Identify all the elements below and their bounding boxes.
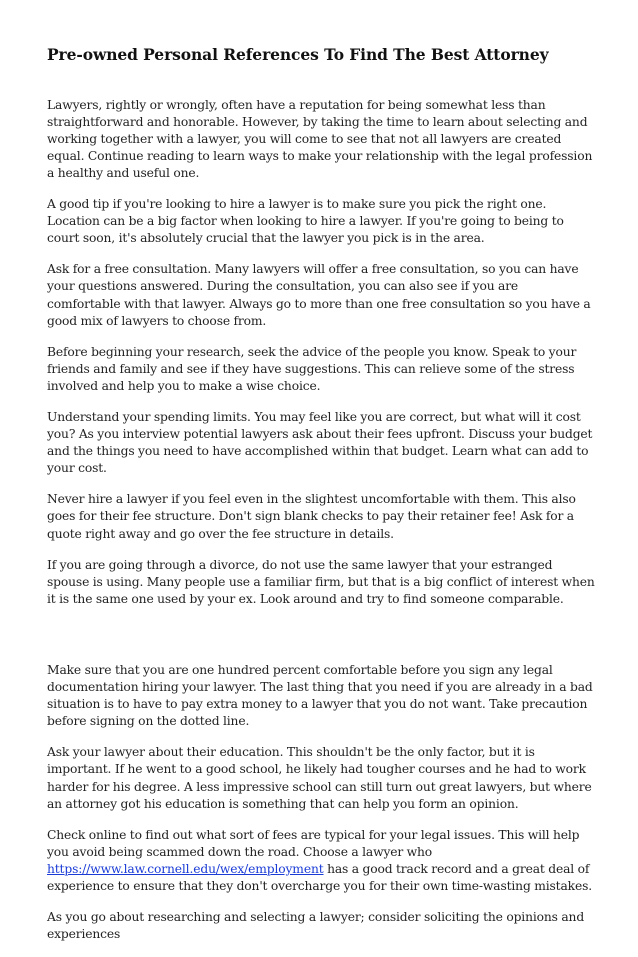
paragraph-free-consultation: Ask for a free consultation. Many lawyers will offer a free consultation, so you can have your questions answered. During the consultation, you can also see if you are comfortable with that lawyer. Always go to more than one free consultation so you have a good mix of lawyers to choose from. [47,262,591,328]
link-paragraph-after: has a good track record and a great deal of experience to ensure that they don't overcharge you for their own time-wasting mistakes. [47,861,593,893]
paragraph-fees-online [47,827,595,895]
document-title: Pre-owned Personal References To Find The Best Attorney [47,45,549,64]
employment-law-link[interactable]: https://www.law.cornell.edu/wex/employment [47,861,324,876]
link-paragraph-before: Check online to find out what sort of fees are typical for your legal issues. This will help you avoid being scammed down the road. Choose a lawyer who [47,827,580,859]
paragraph-gap [47,622,595,662]
paragraph-comfortable-signing: Make sure that you are one hundred percent comfortable before you sign any legal documentation hiring your lawyer. The last thing that you need if you are already in a bad situation is to have to pay extra money to a lawyer that you do not want. Take precaution before signing on the dotted line. [47,662,593,729]
paragraph-education: Ask your lawyer about their education. This shouldn't be the only factor, but it is important. If he went to a good school, he likely had tougher courses and he had to work harder for his degree. A less impressive school can still turn out great lawyers, but where an attorney got his education is something that can help you form an opinion. [47,745,592,811]
paragraph-uncomfortable: Never hire a lawyer if you feel even in the slightest uncomfortable with them. This also goes for their fee structure. Don't sign blank checks to pay their retainer fee! Ask for a quote right away and go over the fee structure in details. [47,492,576,541]
paragraph-intro: Lawyers, rightly or wrongly, often have a reputation for being somewhat less than straightforward and honorable. However, by taking the time to learn about selecting and working together with a lawyer, you will come to see that not all lawyers are created equal. Continue reading to learn ways to make your relationship with the legal profession a healthy and useful one. [47,97,593,180]
document-page [47,46,595,957]
paragraph-spending-limits: Understand your spending limits. You may feel like you are correct, but what will it cost you? As you interview potential lawyers ask about their fees upfront. Discuss your budget and the things you need to have accomplished within that budget. Learn what can add to your cost. [47,410,593,476]
paragraph-seek-advice: Before beginning your research, seek the advice of the people you know. Speak to your friends and family and see if they have suggestions. This can relieve some of the stress involved and help you to make a wise choice. [47,344,577,393]
paragraph-soliciting-opinions: As you go about researching and selecting a lawyer; consider soliciting the opinions and experiences [47,910,585,942]
paragraph-divorce: If you are going through a divorce, do not use the same lawyer that your estranged spouse is using. Many people use a familiar firm, but that is a big conflict of interest when it is the same one used by your ex. Look around and try to find someone comparable. [47,557,595,606]
paragraph-location-tip: A good tip if you're looking to hire a lawyer is to make sure you pick the right one. Location can be a big factor when looking to hire a lawyer. If you're going to being to court soon, it's absolutely crucial that the lawyer you pick is in the area. [47,197,564,246]
